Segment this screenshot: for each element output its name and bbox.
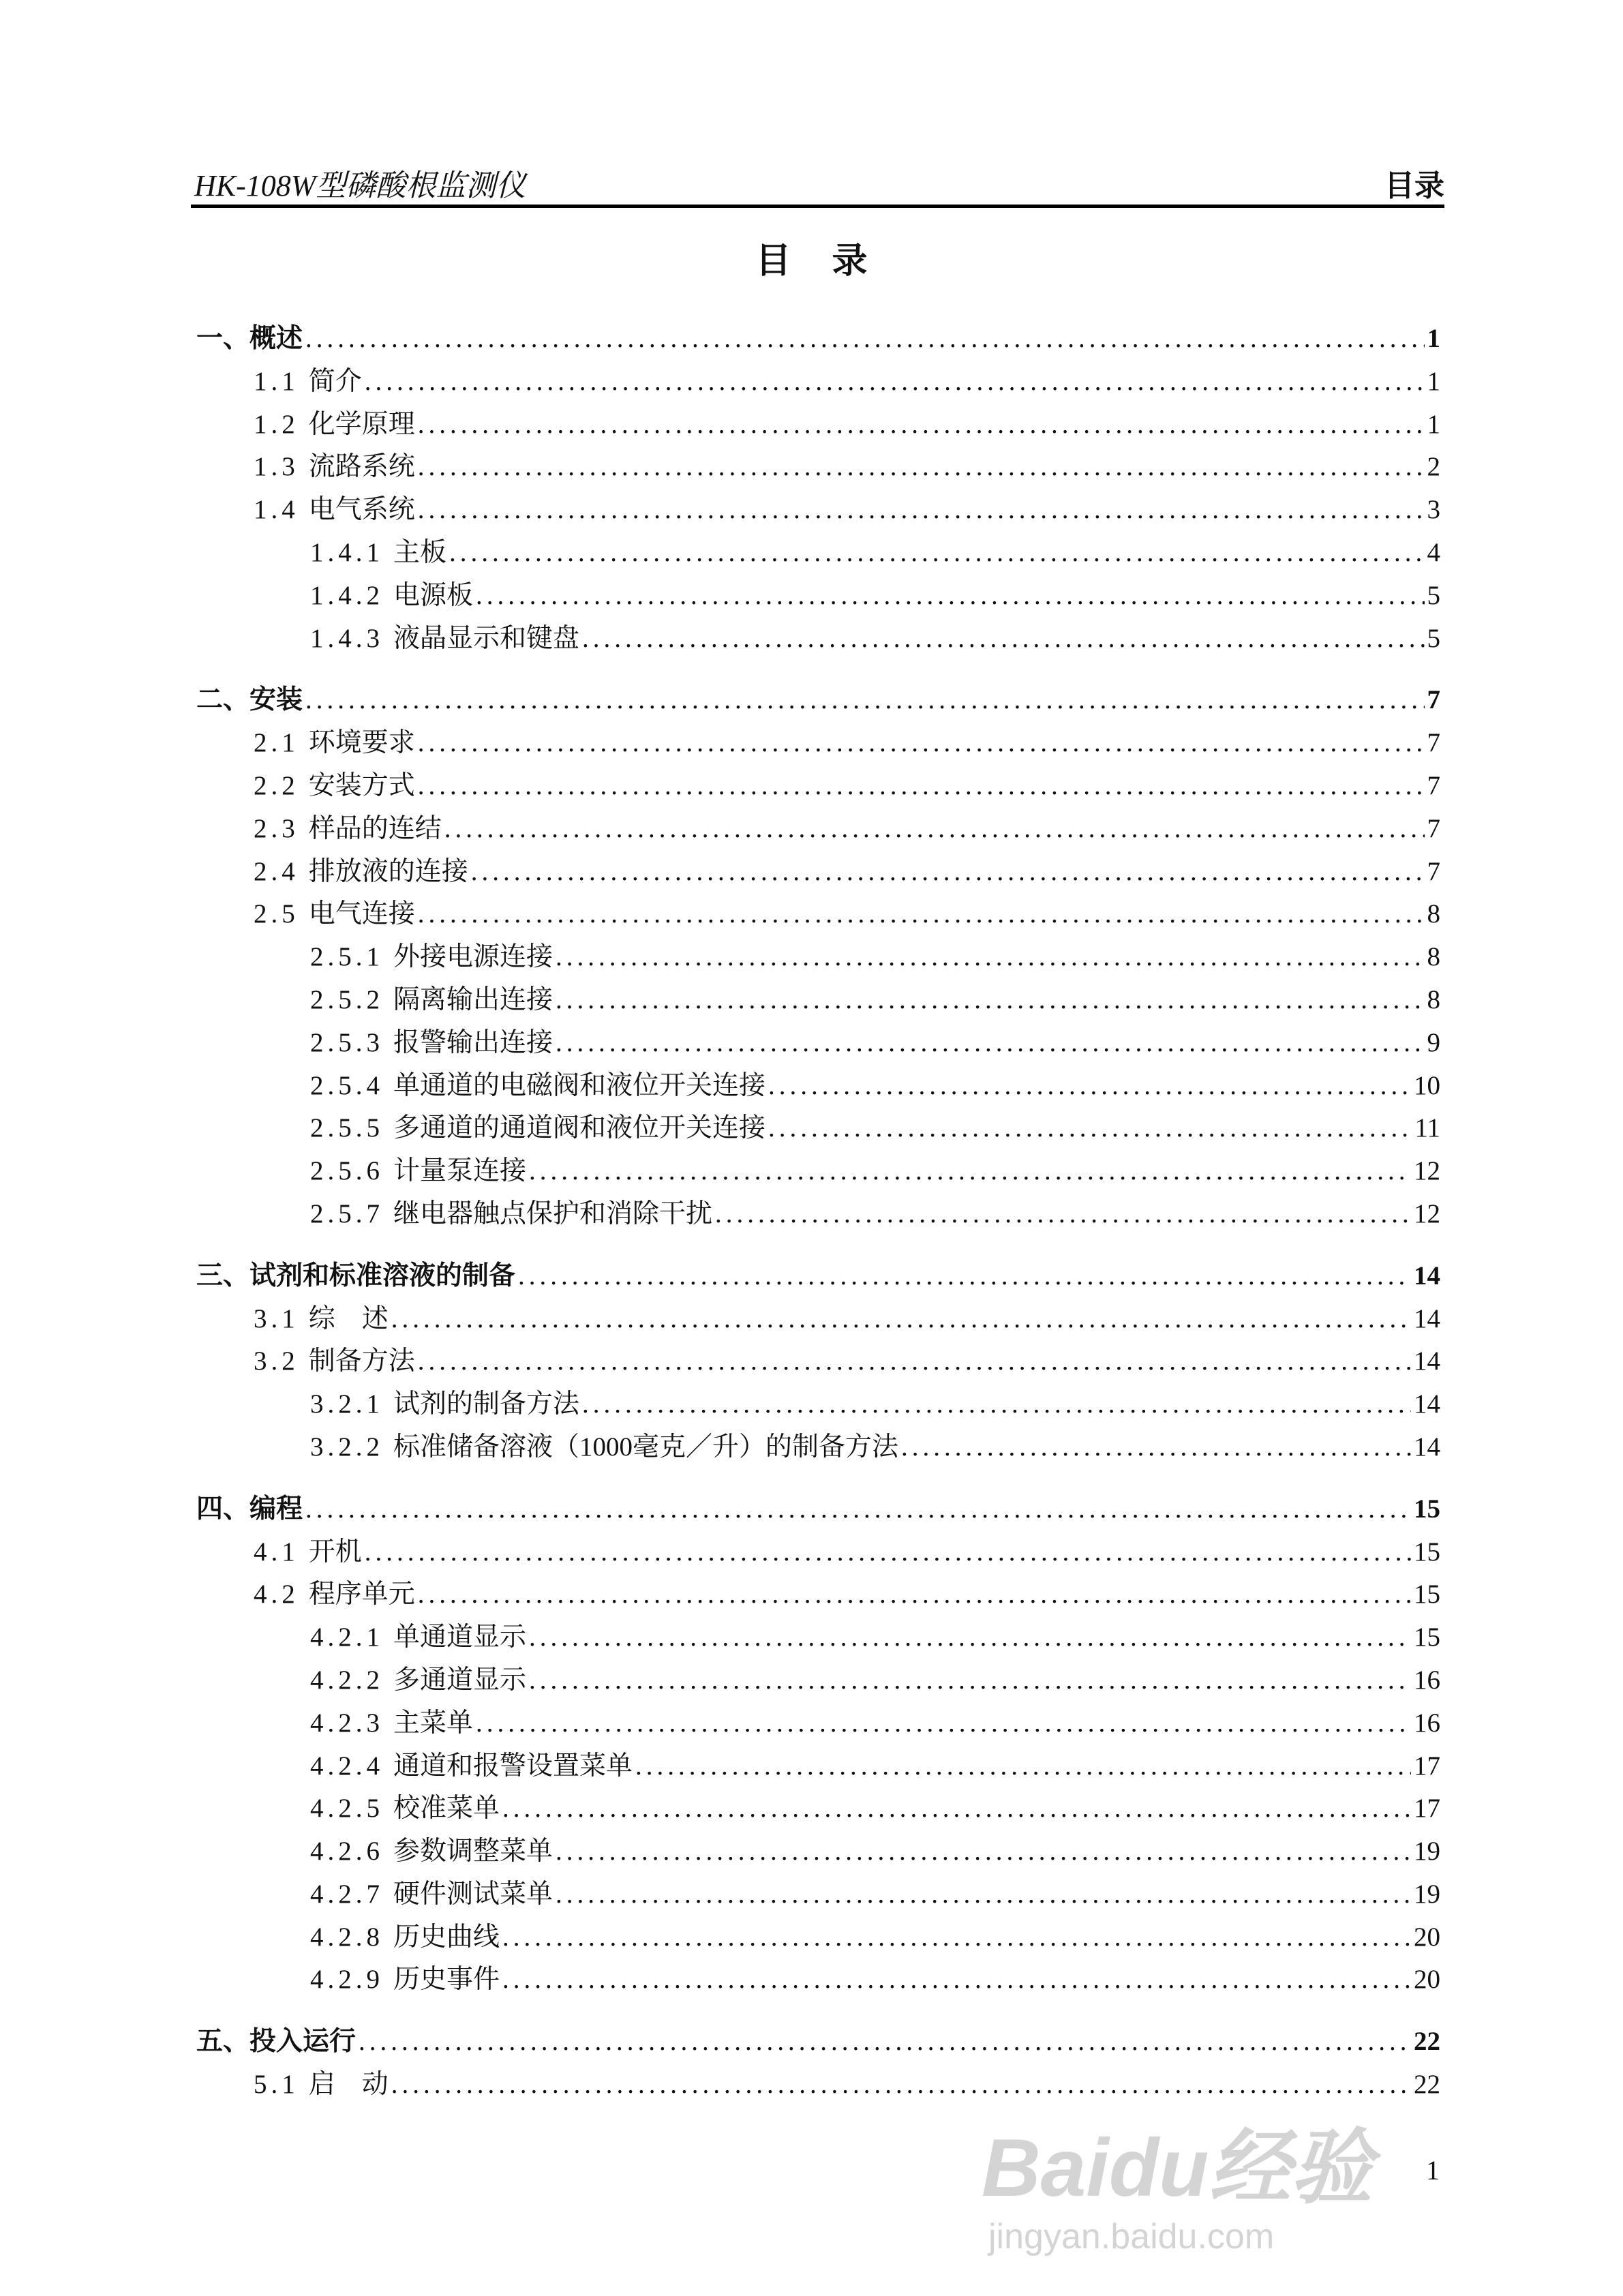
toc-entry-page: 8	[1427, 984, 1440, 1014]
toc-entry[interactable]	[196, 2020, 1440, 2063]
toc-entry-number: 4.2	[254, 1580, 299, 1610]
baidu-watermark	[982, 2120, 1404, 2258]
toc-entry-label	[254, 445, 415, 483]
toc-entry-page: 7	[1427, 770, 1440, 800]
page-title: 目录	[755, 242, 909, 281]
toc-entry[interactable]	[196, 1530, 1440, 1573]
toc-entry-page: 14	[1414, 1303, 1440, 1333]
toc-entry-text: 计量泵连接	[393, 1156, 527, 1186]
watermark-brand: Baidu经验	[982, 2122, 1373, 2214]
toc-entry-label	[310, 1149, 526, 1188]
dot-leader	[715, 1198, 1411, 1229]
toc-entry-page: 19	[1414, 1879, 1440, 1909]
dot-leader	[529, 1622, 1411, 1652]
toc-entry-page: 5	[1427, 623, 1440, 653]
toc-entry-label	[310, 1873, 553, 1911]
toc-entry-label	[254, 721, 415, 759]
toc-entry[interactable]	[196, 850, 1440, 893]
toc-entry-page: 10	[1414, 1070, 1440, 1100]
toc-entry-page: 16	[1414, 1708, 1440, 1738]
toc-entry-number: 4.2.7	[310, 1879, 384, 1909]
toc-entry-number: 1.4.1	[310, 537, 384, 567]
toc-entry-label	[310, 1830, 553, 1868]
toc-entry-text: 电气系统	[308, 495, 415, 525]
toc-entry[interactable]	[196, 2063, 1440, 2106]
toc-entry-number: 4.2.1	[310, 1622, 384, 1652]
toc-entry-page: 20	[1414, 1922, 1440, 1952]
dot-leader	[556, 1879, 1411, 1909]
toc-entry-number: 3.2	[254, 1346, 299, 1376]
toc-entry-number: 3.2.1	[310, 1389, 384, 1419]
toc-entry-label	[196, 1254, 515, 1293]
toc-entry-label	[310, 574, 473, 612]
dot-leader	[582, 1389, 1411, 1419]
toc-entry[interactable]	[196, 807, 1440, 850]
toc-entry-page: 22	[1414, 2070, 1440, 2100]
toc-entry-page: 7	[1427, 685, 1440, 715]
toc-entry-label	[310, 935, 553, 973]
toc-entry[interactable]	[196, 1149, 1440, 1192]
toc-entry-page: 14	[1414, 1389, 1440, 1419]
dot-leader	[476, 580, 1424, 611]
toc-entry-text: 简介	[308, 366, 362, 396]
toc-entry-text: 校准菜单	[393, 1794, 500, 1824]
toc-entry-label	[310, 1702, 473, 1740]
dot-leader	[365, 1537, 1411, 1567]
toc-entry-page: 15	[1414, 1494, 1440, 1524]
toc-entry-label	[254, 807, 442, 845]
toc-entry[interactable]	[196, 1425, 1440, 1468]
dot-leader	[449, 537, 1424, 568]
toc-entry[interactable]	[196, 721, 1440, 764]
dot-leader	[556, 1836, 1411, 1867]
header-section: 目录	[1384, 169, 1444, 202]
toc-entry-number: 2.5.6	[310, 1156, 384, 1186]
dot-leader	[418, 451, 1425, 482]
toc-entry[interactable]	[196, 1659, 1440, 1702]
toc-entry-number: 4.2.2	[310, 1665, 384, 1695]
toc-entry-number: 2.5.3	[310, 1027, 384, 1057]
toc-entry-page: 1	[1427, 409, 1440, 439]
toc-entry[interactable]	[196, 488, 1440, 531]
dot-leader	[418, 1346, 1411, 1376]
toc-entry-page: 14	[1414, 1260, 1440, 1290]
dot-leader	[305, 684, 1424, 715]
toc-entry-text: 单通道的电磁阀和液位开关连接	[393, 1070, 766, 1100]
toc-entry-page: 8	[1427, 899, 1440, 929]
toc-entry-label	[310, 1787, 500, 1825]
dot-leader	[768, 1070, 1411, 1101]
toc-entry-text: 隔离输出连接	[393, 984, 553, 1014]
toc-entry-page: 12	[1414, 1198, 1440, 1228]
toc-entry-number: 1.2	[254, 409, 299, 439]
toc-entry-text: 继电器触点保护和消除干扰	[393, 1198, 713, 1228]
toc-entry-label	[254, 1340, 415, 1378]
toc-entry[interactable]	[196, 617, 1440, 660]
toc-entry-label	[310, 1659, 526, 1697]
toc-entry-number: 1.4.3	[310, 623, 384, 653]
toc-entry-text: 外接电源连接	[393, 942, 553, 972]
toc-entry-number: 3.1	[254, 1303, 299, 1333]
toc-entry-number: 2.1	[254, 728, 299, 758]
dot-leader	[518, 1260, 1411, 1291]
toc-entry-number: 2.5.2	[310, 984, 384, 1014]
dot-leader	[502, 1922, 1411, 1952]
toc-entry-page: 14	[1414, 1432, 1440, 1462]
dot-leader	[305, 323, 1424, 354]
toc-entry-label	[310, 1021, 553, 1059]
header-divider	[191, 205, 1444, 208]
dot-leader	[418, 770, 1425, 801]
toc-entry-number: 1.4	[254, 495, 299, 525]
toc-entry[interactable]	[196, 678, 1440, 721]
toc-entry-text: 排放液的连接	[308, 856, 468, 886]
toc-entry[interactable]	[196, 360, 1440, 403]
toc-entry-label	[310, 1916, 500, 1954]
toc-entry-text: 主菜单	[393, 1708, 474, 1738]
toc-entry-label	[254, 1573, 415, 1611]
dot-leader	[502, 1964, 1411, 1995]
toc-entry-page: 7	[1427, 856, 1440, 886]
toc-entry-text: 样品的连结	[308, 813, 442, 843]
toc-entry-number: 1.4.2	[310, 580, 384, 610]
toc-entry-text: 投入运行	[249, 2027, 357, 2057]
toc-entry[interactable]	[196, 1487, 1440, 1530]
toc-entry-text: 安装方式	[308, 770, 415, 800]
toc-entry-page: 12	[1414, 1156, 1440, 1186]
toc-entry-label	[310, 1958, 500, 1996]
toc-entry-number: 2.3	[254, 813, 299, 843]
dot-leader	[444, 813, 1425, 844]
toc-entry[interactable]	[196, 531, 1440, 574]
toc-entry-text: 历史曲线	[393, 1922, 500, 1952]
dot-leader	[529, 1665, 1411, 1695]
toc-entry-text: 开机	[308, 1537, 362, 1567]
toc-entry[interactable]	[196, 1340, 1440, 1383]
toc-entry[interactable]	[196, 1192, 1440, 1235]
toc-entry-text: 制备方法	[308, 1346, 415, 1376]
toc-entry-label	[196, 2020, 356, 2058]
toc-entry-text: 程序单元	[308, 1580, 415, 1610]
table-of-contents	[196, 317, 1440, 2106]
toc-entry-page: 11	[1414, 1113, 1440, 1143]
dot-leader	[556, 941, 1424, 972]
toc-entry[interactable]	[196, 574, 1440, 617]
dot-leader	[359, 2026, 1411, 2057]
toc-entry-page: 20	[1414, 1965, 1440, 1995]
toc-entry-text: 单通道显示	[393, 1622, 527, 1652]
toc-entry-text: 环境要求	[308, 728, 415, 758]
toc-entry-text: 启 动	[308, 2070, 389, 2100]
toc-entry[interactable]	[196, 1297, 1440, 1340]
toc-entry-number: 1.1	[254, 366, 299, 396]
dot-leader	[476, 1708, 1411, 1738]
toc-entry-number: 二、	[196, 685, 250, 715]
toc-entry-text: 多通道的通道阀和液位开关连接	[393, 1113, 766, 1143]
dot-leader	[305, 1494, 1411, 1524]
dot-leader	[635, 1751, 1411, 1781]
toc-entry[interactable]	[196, 1958, 1440, 2001]
toc-entry-label	[254, 764, 415, 802]
toc-entry-text: 标准储备溶液（1000毫克／升）的制备方法	[393, 1432, 899, 1462]
toc-entry[interactable]	[196, 1702, 1440, 1744]
toc-entry-page: 1	[1427, 366, 1440, 396]
toc-entry[interactable]	[196, 1254, 1440, 1297]
toc-entry-label	[254, 850, 468, 888]
dot-leader	[418, 727, 1425, 758]
toc-entry-page: 7	[1427, 728, 1440, 758]
toc-entry-label	[254, 403, 415, 441]
toc-entry-text: 硬件测试菜单	[393, 1879, 553, 1909]
dot-leader	[556, 984, 1424, 1015]
toc-entry[interactable]	[196, 1787, 1440, 1830]
toc-entry-text: 试剂的制备方法	[393, 1389, 580, 1419]
toc-entry-number: 4.2.3	[310, 1708, 384, 1738]
toc-entry-label	[254, 488, 415, 526]
toc-entry-label	[196, 317, 303, 355]
toc-entry[interactable]	[196, 317, 1440, 360]
toc-entry-text: 主板	[393, 537, 447, 567]
toc-entry-label	[310, 531, 446, 569]
toc-entry-number: 2.5.7	[310, 1198, 384, 1228]
toc-entry[interactable]	[196, 1021, 1440, 1064]
dot-leader	[391, 2069, 1411, 2100]
toc-entry-text: 编程	[249, 1494, 303, 1524]
toc-entry-text: 参数调整菜单	[393, 1837, 553, 1867]
toc-entry-number: 2.4	[254, 856, 299, 886]
toc-entry-number: 4.2.5	[310, 1794, 384, 1824]
toc-entry-text: 流路系统	[308, 452, 415, 482]
toc-entry-page: 8	[1427, 942, 1440, 972]
toc-entry-label	[310, 978, 553, 1016]
toc-entry-number: 五、	[196, 2027, 250, 2057]
toc-entry-page: 16	[1414, 1665, 1440, 1695]
toc-entry-text: 化学原理	[308, 409, 415, 439]
toc-entry-label	[254, 360, 362, 398]
toc-entry-text: 通道和报警设置菜单	[393, 1751, 633, 1781]
toc-entry-page: 14	[1414, 1346, 1440, 1376]
dot-leader	[529, 1155, 1411, 1186]
toc-entry-text: 概述	[249, 324, 303, 353]
toc-entry-page: 1	[1427, 324, 1440, 353]
toc-entry[interactable]	[196, 1383, 1440, 1425]
toc-entry-number: 4.1	[254, 1537, 299, 1567]
toc-entry-text: 试剂和标准溶液的制备	[249, 1260, 516, 1290]
dot-leader	[582, 623, 1424, 654]
toc-entry-number: 4.2.9	[310, 1965, 384, 1995]
toc-entry[interactable]	[196, 1616, 1440, 1659]
toc-entry[interactable]	[196, 764, 1440, 807]
dot-leader	[418, 898, 1425, 929]
toc-entry-label	[310, 1106, 765, 1145]
dot-leader	[502, 1793, 1411, 1824]
header-doc-title: HK-108W型磷酸根监测仪	[194, 169, 526, 202]
toc-entry-number: 5.1	[254, 2070, 299, 2100]
toc-entry-page: 22	[1414, 2027, 1440, 2057]
toc-entry-number: 四、	[196, 1494, 250, 1524]
page-number: 1	[1426, 2155, 1440, 2186]
dot-leader	[418, 1579, 1411, 1610]
toc-entry[interactable]	[196, 1573, 1440, 1616]
toc-entry-label	[254, 1530, 362, 1569]
toc-entry-number: 4.2.6	[310, 1837, 384, 1867]
dot-leader	[901, 1432, 1411, 1462]
dot-leader	[418, 494, 1425, 525]
dot-leader	[768, 1113, 1412, 1143]
toc-entry-page: 17	[1414, 1794, 1440, 1824]
toc-entry-number: 2.5.1	[310, 942, 384, 972]
toc-entry-number: 4.2.8	[310, 1922, 384, 1952]
toc-entry-text: 电气连接	[308, 899, 415, 929]
toc-entry[interactable]	[196, 978, 1440, 1021]
toc-entry-label	[254, 1297, 389, 1335]
toc-entry[interactable]	[196, 1873, 1440, 1916]
toc-entry-number: 2.5.5	[310, 1113, 384, 1143]
toc-entry[interactable]	[196, 1744, 1440, 1787]
toc-entry[interactable]	[196, 403, 1440, 446]
toc-entry-page: 19	[1414, 1837, 1440, 1867]
toc-entry-number: 3.2.2	[310, 1432, 384, 1462]
toc-entry-page: 2	[1427, 452, 1440, 482]
toc-entry-page: 3	[1427, 495, 1440, 525]
dot-leader	[391, 1303, 1411, 1334]
toc-entry-number: 一、	[196, 324, 250, 353]
toc-entry-number: 2.5.4	[310, 1070, 384, 1100]
dot-leader	[418, 409, 1425, 440]
toc-entry-number: 2.5	[254, 899, 299, 929]
toc-entry-label	[310, 1616, 526, 1654]
toc-entry-label	[310, 1383, 579, 1421]
toc-entry-page: 5	[1427, 580, 1440, 610]
toc-entry[interactable]	[196, 445, 1440, 488]
toc-entry[interactable]	[196, 1830, 1440, 1873]
toc-entry-label	[196, 1487, 303, 1526]
toc-entry-text: 安装	[249, 685, 303, 715]
toc-entry-text: 多通道显示	[393, 1665, 527, 1695]
toc-entry-label	[254, 2063, 389, 2101]
dot-leader	[556, 1027, 1424, 1058]
toc-entry-number: 4.2.4	[310, 1751, 384, 1781]
toc-entry-label	[196, 678, 303, 716]
toc-entry-label	[310, 1744, 633, 1783]
toc-entry-text: 综 述	[308, 1303, 389, 1333]
toc-entry-page: 7	[1427, 813, 1440, 843]
toc-entry-label	[310, 1192, 712, 1230]
toc-entry-text: 液晶显示和键盘	[393, 623, 580, 653]
toc-entry-page: 4	[1427, 537, 1440, 567]
toc-entry[interactable]	[196, 892, 1440, 935]
dot-leader	[471, 856, 1425, 887]
toc-entry-page: 15	[1414, 1622, 1440, 1652]
toc-entry-page: 15	[1414, 1537, 1440, 1567]
toc-entry[interactable]	[196, 1064, 1440, 1107]
watermark-url: jingyan.baidu.com	[988, 2217, 1275, 2256]
toc-entry-text: 历史事件	[393, 1965, 500, 1995]
toc-entry-page: 9	[1427, 1027, 1440, 1057]
toc-entry-text: 报警输出连接	[393, 1027, 553, 1057]
toc-entry-number: 1.3	[254, 452, 299, 482]
toc-entry-label	[310, 617, 579, 655]
dot-leader	[365, 366, 1425, 397]
toc-entry-page: 17	[1414, 1751, 1440, 1781]
toc-entry-text: 电源板	[393, 580, 474, 610]
toc-entry[interactable]	[196, 1916, 1440, 1959]
toc-entry-label	[310, 1425, 898, 1464]
toc-entry-number: 三、	[196, 1260, 250, 1290]
toc-entry-label	[310, 1064, 765, 1102]
toc-entry-number: 2.2	[254, 770, 299, 800]
toc-entry-page: 15	[1414, 1580, 1440, 1610]
toc-entry[interactable]	[196, 935, 1440, 978]
toc-entry[interactable]	[196, 1106, 1440, 1149]
toc-entry-label	[254, 892, 415, 931]
